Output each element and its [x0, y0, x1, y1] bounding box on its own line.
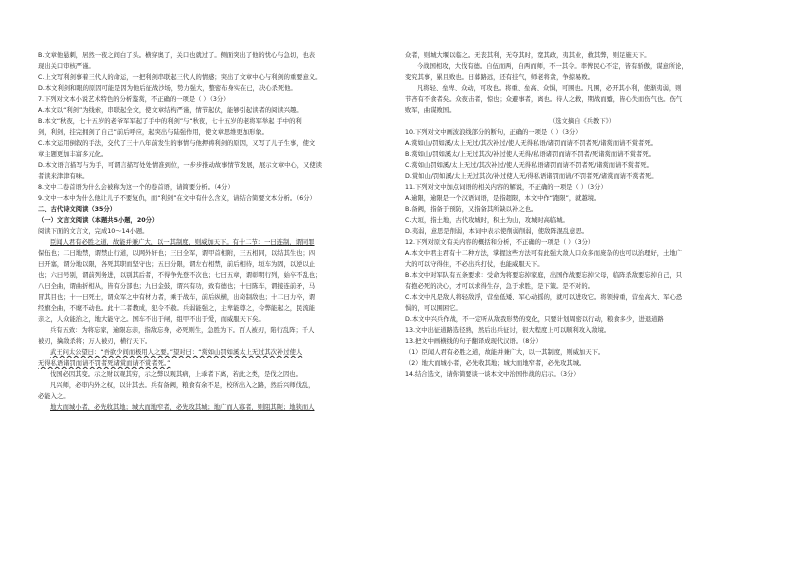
right-text-line: 14.结合选文，请你简要谈一谈本文中治国作战的启示。（3分）: [405, 371, 580, 378]
left-text-line: 阅读下面的文言文，完成10～14小题。: [38, 228, 149, 235]
left-text-line: 伐国必因其变。示之财以观其穷，示之弊以观其病，上乖者下离，若此之类，是伐之因也。: [50, 371, 302, 378]
right-text-line: 有抱必死的决心，才可以求得生存，急于求胜，是下策。是不对的。: [405, 283, 594, 290]
left-text-line: 必能入之。: [38, 393, 70, 400]
right-text-line: D.赏如山/罚如溪/太上无过其次/补过使人无/得私语诸罚而请/不罚者死/诸赏而请不赏者死。: [405, 173, 658, 180]
right-text-line: A.本文中君主君有十二种方法，掌握这些方法可有此强大敌人口众多而庞杂的也可以治理好，土地广: [405, 250, 682, 257]
left-text-line: 保伍也；二曰地禁，谓禁止行道，以网外奸也；三曰全军，谓甲首相附，三五相同，以结其生也；四: [38, 250, 316, 257]
left-text-line: C.本文运用倒叙的手法，交代了三十八年前发生的事情与他押祷利剑的原因，又写了儿子生事，使文: [38, 140, 316, 147]
right-text-line: 惧的，可以围困它。: [405, 305, 462, 312]
right-text-line: （1）臣闻人君有必胜之道，故能并兼广大，以一其制度，则威加天下。: [405, 349, 605, 356]
left-text-line: 凡兴师，必审内外之权，以计其去。兵有备阙，粮食有余不足，校所出入之路，然后兴师伐乱，: [50, 382, 315, 389]
right-text-line: 11.下列对文中加点词语的相关内容的解说，不正确的一项是（ ）（3分）: [405, 184, 607, 191]
left-text-line: B.本文“秋夜，七十五岁的老爷军军起了手中的利剑”与“秋夜，七十五岁的老将军举起 手中的利: [38, 118, 302, 125]
right-text-line: 12.下列对原文有关内容的概括和分析，不正确的一项是（ ）（3分）: [405, 239, 595, 246]
left-text-line: C.上文写利剑事着三代人的命运，一把利剑串联起三代人的情感；突出了文章中心与利剑的重要意义。: [38, 74, 322, 81]
right-text-line: A.赏如山/罚如溪/太上无过/其次补过/使人无得私语/诸罚而请不罚者死/诸赏而请不赏者死。: [405, 140, 657, 147]
right-text-line: 13.把文中画横线的句子翻译成现代汉语。（8分）: [405, 338, 542, 345]
right-text-line: C.本文中凡是敌人将轻敌浮，营垒低矮、军心动摇的，就可以进攻它。将领持重，营垒高大、军心恐: [405, 294, 683, 301]
left-text-line: （一）文言文阅读（本题共5小题，20分）: [38, 217, 159, 224]
left-text-line: 八曰全曲，谓曲折相从，皆有分部也；九曰金鼓，谓兴有功，致有德也；十曰陈车，谓接连前矛，马: [38, 283, 316, 290]
left-text-line: 亲之，人众能治之，地大能守之。国车不出于闸，组甲不出于爱，而威服天下矣。: [38, 316, 265, 323]
left-text-line: 章主题更加丰富多元化。: [38, 151, 108, 158]
right-text-line: D.本文中兴兵作战，不一定听从敌我形势的变化，只要计划周密以行动，粮食多少，进退道路: [405, 316, 664, 323]
right-text-line: 凡将轻、垒卑、众动，可攻也。将重、垒高、众惧，可围也。凡围，必开其小利，使渐夷弱，则: [417, 85, 682, 92]
right-text-line: B.赏如山/罚如溪太/上无过其次/补过使人无得/私语诸罚而请不罚者/死诸赏而请不赏者死。: [405, 151, 655, 158]
right-text-line: C.赏如山罚如溪/太上无过/其次补过/使人无得私语诸罚而请不罚者死/诸赏而请不赏者死。: [405, 162, 653, 169]
left-text-line: 也；六曰号别，谓前列务进，以别其后者，不得争先登不次也；七曰五章，谓彰明行列，始卒不乱也；: [38, 272, 322, 279]
left-text-line: 臣闻人君有必胜之道，故能并兼广大，以一其制度，则威加天下。有十二节：一曰连制，谓同罪: [50, 239, 315, 246]
right-text-line: 变究其事，累且败也。日暮路远，还有挂气，师老将贪，争掠易败。: [405, 74, 594, 81]
right-text-line: 败军，曲谋败国。: [405, 107, 456, 114]
left-text-line: 经旗全曲，不麾不动也。此十二者教成，犯令不赦。兵弱能强之，主卑能尊之，令弊能起之，民流能: [38, 305, 316, 312]
right-text-line: B.备阙，指备于预防，又指备其所缺以补之也。: [405, 206, 538, 213]
left-column: [38, 50, 392, 413]
right-text-line: 节吝有不食者矣。众夜击者，惊也；众避事者，离也。待人之救，期战而蹙，皆心失而伤气也。伤气: [405, 96, 683, 103]
left-text-line: D.本文语言描写与为手，可谓言描写处处情准到位，一步步推动故事情节发展，展示文章中心，又使读: [38, 162, 322, 169]
left-text-line: 地大而城小者，必先收其地；城大而地窄者，必先攻其城；地广而人寡者，则阻其阨；地狭而人: [50, 404, 315, 411]
left-text-line: 者读来津津有味。: [38, 173, 89, 180]
right-text-line: A.逾限，逾限是一个汉语词语，是指超限，本文中作“跑限”，就越境。: [405, 195, 601, 202]
left-text-line: 二、古代诗文阅读（35分）: [38, 206, 117, 213]
left-text-line: B.文章他悬刺，居然一夜之间白了头。横穿奥了，关口也就过了。侧面突出了他的忧心与急切，也表: [38, 52, 316, 59]
right-text-line: C.大垣，指土地，古代攻城时，积土为山，攻城时高临城。: [405, 217, 569, 224]
left-text-line: 剑，利剑，挂完拥剑了自己”前后呼应，起突出与陆强作用，使文章思维更加形象。: [38, 129, 268, 136]
right-text-line: B.本文中对军队有五条要求：受命为将要忘掉家庭，出国作战要忘掉父母，临阵杀敌要忘掉自己，只: [405, 272, 683, 279]
left-text-line: 曰开塞，谓分地以限，各死其职而坚守也；五曰分限，谓左右相禁，前后相待，垣车为固，以逆以止: [38, 261, 316, 268]
left-text-line: 武王问太公望曰：“吾欲少间而极用人之要。”望对曰：“赏如山罚如溪太上无过其次补过使人: [50, 349, 303, 356]
left-text-line: A.本文以“利剑”为线索，串联起全文，使文章结构严谨，情节起伏，能够引起读者的阅读兴趣。: [38, 107, 303, 114]
left-text-line: 9.文中一本中为什么他让儿子不要复仇，而“利剑”在文中有什么含义，请结合简要文本分析。（6分）: [38, 195, 316, 202]
right-text-line: D.夷弱，意思是削弱，本词中表示使削弱削弱，使敌阵混乱意思。: [405, 228, 589, 235]
right-text-line: （选文摘自《兵教下》）: [548, 118, 616, 125]
left-text-line: 兵有五致：为将忘家，逾限忘亲，指敌忘身，必死则生，急胜为下。百人被刃，陷行乱阵；千人: [50, 327, 315, 334]
left-text-line: D.本文利剑和眼的原因可能是因为他后征战沙场，势力强大，整密布身实在已，决心杀死他。: [38, 85, 297, 92]
right-text-line: （2）地大而城小者，必先收其地；城大而地窄者，必先攻其城。: [405, 360, 586, 367]
left-text-line: 8.文中二卷首语为什么会被称为这一个的卷首语，请简要分析。（4分）: [38, 184, 234, 191]
right-text-line: 大的可以守得住，不必出兵打仗，也能威服天下。: [405, 261, 544, 268]
right-column: [405, 50, 759, 380]
right-text-line: 13.文中出征道路选径熟，然后出兵征讨，很大程度上可以顺利攻入敌境。: [405, 327, 611, 334]
left-text-line: 现出关口审核严谨。: [38, 63, 95, 70]
left-text-line: 无得私语诸罚而请不罚者死诸赏而请不赏者死。”: [38, 360, 171, 367]
left-text-line: 冒其目也；十一曰死士，谓众军之中有材力者，乘于战车，前后纵横，出奇制敌也；十二曰力卒，谓: [38, 294, 316, 301]
left-text-line: 7.下列对文本小说艺术特色的分析鉴赏，不正确的一项是（ ）（3分）: [38, 96, 230, 103]
right-text-line: 10.下列对文中画波浪线部分的断句，正确的一项是（ ）（3分）: [405, 129, 582, 136]
right-text-line: 众者，则城大堰以临之。无丧其利，无夺其时，宽其政，夷其业，救其弊，则足施天下。: [405, 52, 651, 59]
right-text-line: 今战国相攻，大伐有德。自伍而两，自两而师，不一其令。率俾民心不定，皆有骄傲，谋意所论，: [417, 63, 688, 70]
left-text-line: 被刃，擒敌杀将；万人被刃，横行天下。: [38, 338, 152, 345]
